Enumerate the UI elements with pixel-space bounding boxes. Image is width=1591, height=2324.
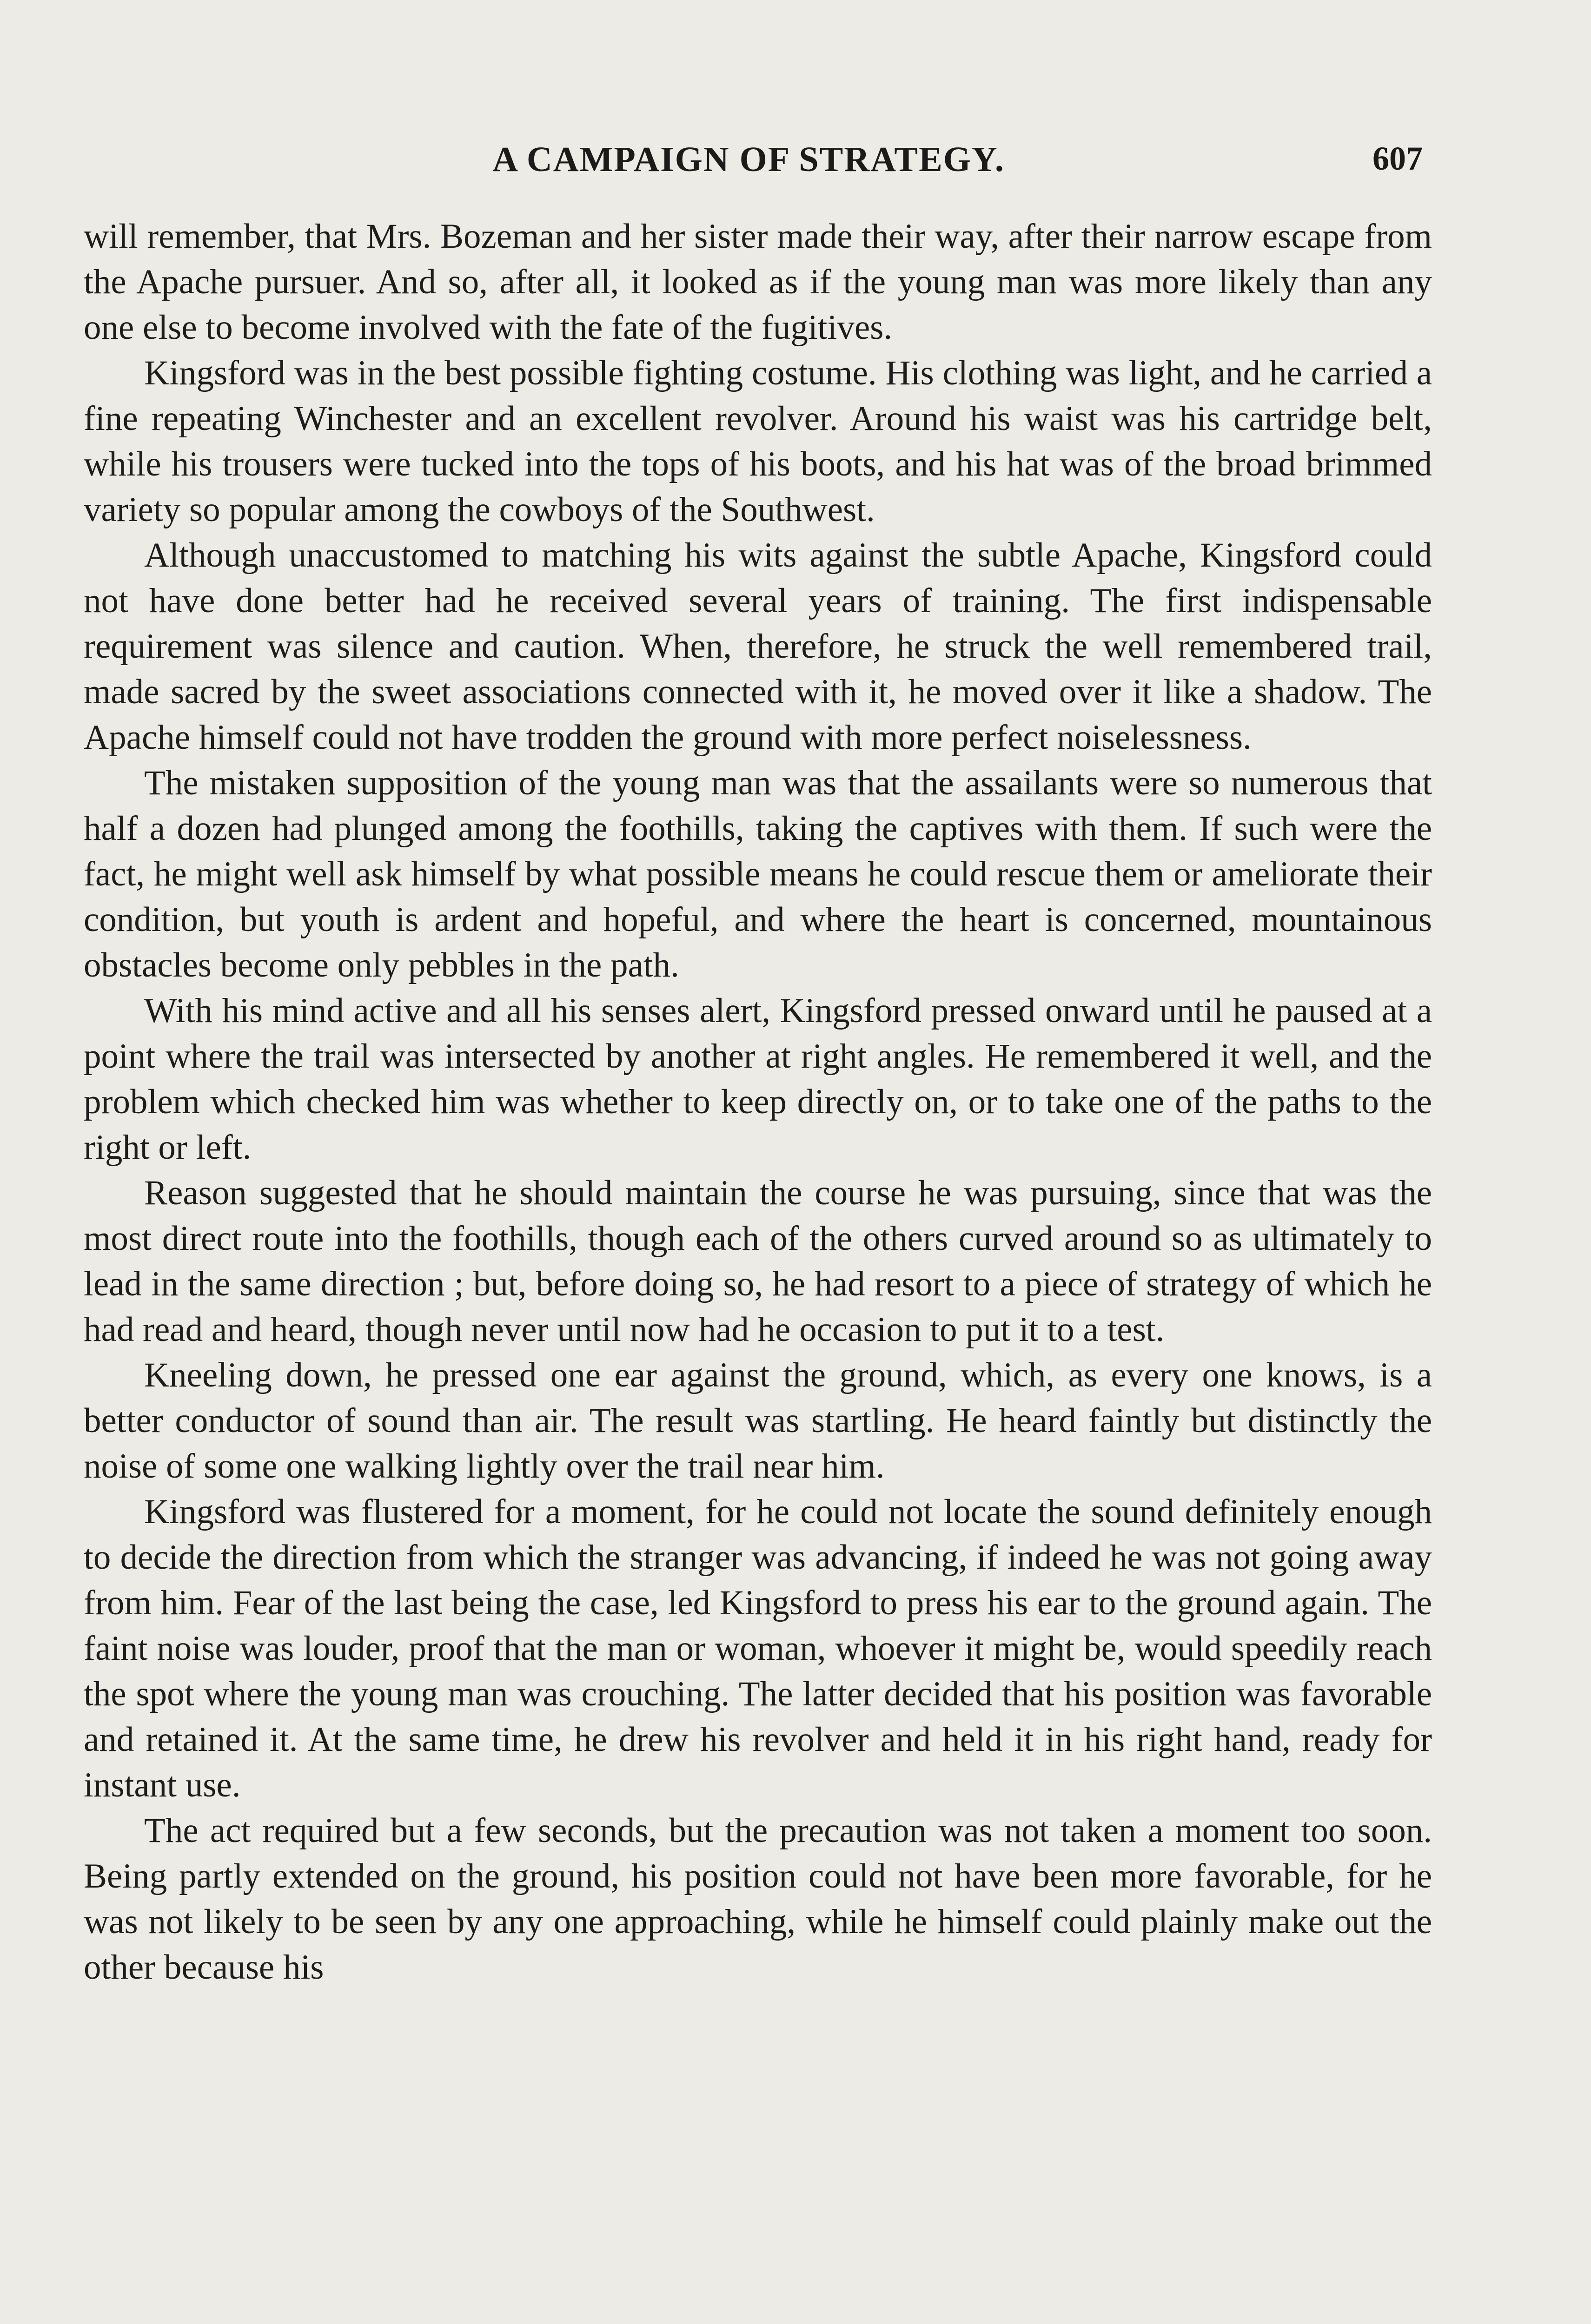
paragraph: With his mind active and all his senses alert, Kingsford pressed onward until he paused at a point where the trail was intersected by another at right angles. He remembered it well, and the problem which checked him was whether to keep directly on, or to take one of the paths to the right or left. xyxy=(84,991,1432,1167)
paragraph: Reason suggested that he should maintain the course he was pursuing, since that was the most direct route into the foothills, though each of the others curved around so as ultimately to lead in the same direction ; but, before doing so, he had resort to a piece of strategy of which he had read and heard, though never until now had he occasion to put it to a test. xyxy=(84,1174,1432,1349)
body-text xyxy=(84,214,1432,1990)
paragraph: will remember, that Mrs. Bozeman and her sister made their way, after their narrow escape from the Apache pursuer. And so, after all, it looked as if the young man was more likely than any one else to become involved with the fate of the fugitives. xyxy=(84,217,1432,347)
paragraph: The mistaken supposition of the young man was that the assailants were so numerous that half a dozen had plunged among the foothills, taking the captives with them. If such were the fact, he might well ask himself by what possible means he could rescue them or ameliorate their condition, but youth is ardent and hopeful, and where the heart is concerned, mountainous obstacles become only pebbles in the path. xyxy=(84,764,1432,984)
paragraph: Kingsford was flustered for a moment, for he could not locate the sound definitely enough to decide the direction from which the stranger was advancing, if indeed he was not going away from him. Fear of the last being the case, led Kingsford to press his ear to the ground again. The faint noise was louder, proof that the man or woman, whoever it might be, would speedily reach the spot where the young man was crouching. The latter decided that his position was favorable and retained it. At the same time, he drew his revolver and held it in his right hand, ready for instant use. xyxy=(84,1492,1432,1804)
paragraph: Although unaccustomed to matching his wits against the subtle Apache, Kingsford could not have done better had he received several years of training. The first indispensable requirement was silence and caution. When, therefore, he struck the well remembered trail, made sacred by the sweet associations connected with it, he moved over it like a shadow. The Apache himself could not have trodden the ground with more perfect noiselessness. xyxy=(84,536,1432,757)
paragraph: Kneeling down, he pressed one ear against the ground, which, as every one knows, is a better conductor of sound than air. The result was startling. He heard faintly but distinctly the noise of some one walking lightly over the trail near him. xyxy=(84,1356,1432,1486)
page-number: 607 xyxy=(1372,140,1423,177)
page-header xyxy=(74,139,1423,200)
paragraph: The act required but a few seconds, but the precaution was not taken a moment too soon. Being partly extended on the ground, his position could not have been more favorable, for he was not likely to be seen by any one approaching, while he himself could plainly make out the other because his xyxy=(84,1811,1432,1987)
paragraph: Kingsford was in the best possible fighting costume. His clothing was light, and he carried a fine repeating Winchester and an excellent revolver. Around his waist was his cartridge belt, while his trousers were tucked into the tops of his boots, and his hat was of the broad brimmed variety so popular among the cowboys of the Southwest. xyxy=(84,354,1432,529)
running-head: A CAMPAIGN OF STRATEGY. xyxy=(492,140,1005,179)
